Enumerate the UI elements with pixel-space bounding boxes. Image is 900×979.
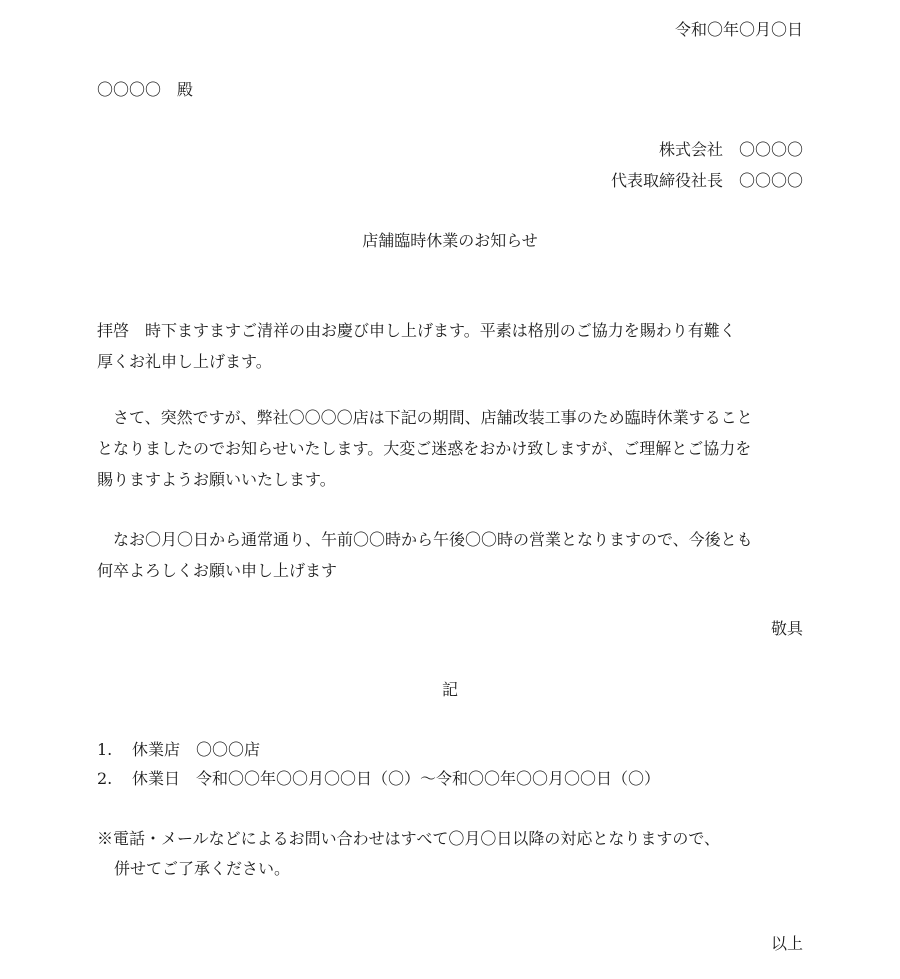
document-title: 店舗臨時休業のお知らせ (362, 231, 538, 250)
note-line: 併せてご了承ください。 (114, 859, 291, 878)
closing-ijou: 以上 (770, 934, 803, 953)
paragraph-line: となりましたのでお知らせいたします。大変ご迷惑をおかけ致しますが、ご理解とご協力を (97, 439, 752, 458)
paragraph-line: 拝啓 時下ますますご清祥の由お慶び申し上げます。平素は格別のご協力を賜わり有難く (97, 321, 736, 340)
paragraph-line: なお〇月〇日から通常通り、午前〇〇時から午後〇〇時の営業となりますので、今後とも (97, 530, 753, 549)
list-item (97, 769, 660, 789)
note-line: ※電話・メールなどによるお問い合わせはすべて〇月〇日以降の対応となりますので、 (97, 829, 721, 848)
list-item-text: 休業日 令和〇〇年〇〇月〇〇日（〇）～令和〇〇年〇〇月〇〇日（〇） (132, 769, 661, 788)
list-item-number: 2. (97, 769, 113, 788)
list-item-number: 1. (97, 740, 113, 759)
paragraph-announcement (97, 402, 803, 495)
sender-name: 代表取締役社長 〇〇〇〇 (610, 171, 803, 190)
recipient: 〇〇〇〇 殿 (97, 80, 194, 99)
paragraph-line: 賜りますようお願いいたします。 (97, 470, 336, 489)
list-item (97, 740, 260, 760)
list-item-text: 休業店 〇〇〇店 (132, 740, 261, 759)
paragraph-line: さて、突然ですが、弊社〇〇〇〇店は下記の期間、店舗改装工事のため臨時休業すること (97, 408, 753, 427)
paragraph-line: 何卒よろしくお願い申し上げます (97, 561, 338, 580)
document-date: 令和〇年〇月〇日 (674, 20, 803, 39)
paragraph-resume (97, 524, 803, 586)
ki-heading: 記 (441, 680, 458, 699)
paragraph-greeting (97, 315, 803, 377)
paragraph-line: 厚くお礼申し上げます。 (97, 352, 272, 371)
contact-note (97, 824, 720, 884)
sender-company: 株式会社 〇〇〇〇 (658, 140, 803, 159)
closing-keigu: 敬具 (770, 619, 803, 638)
